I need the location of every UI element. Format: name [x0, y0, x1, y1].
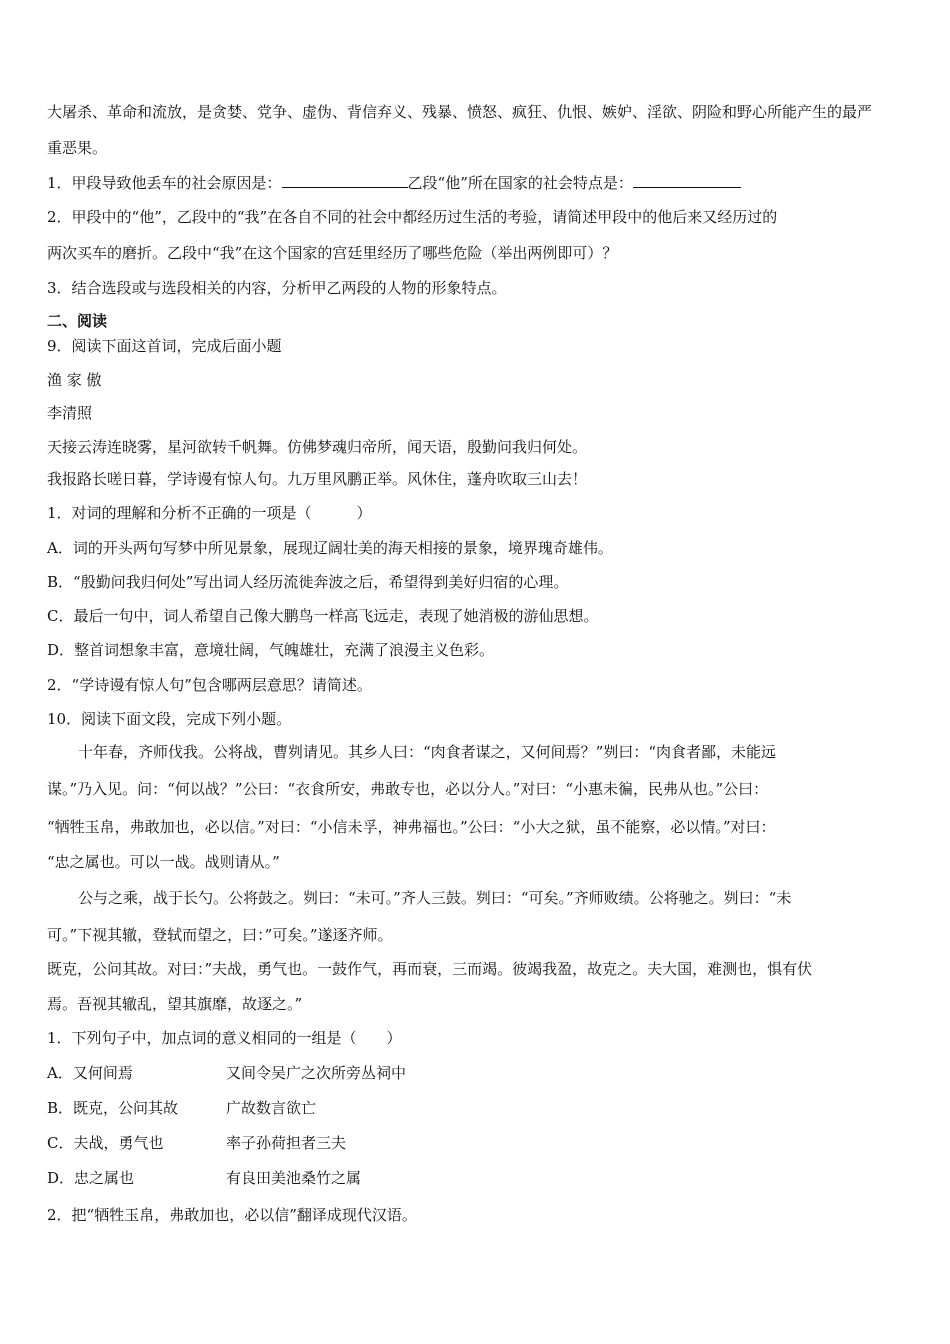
passage-line: 大屠杀、革命和流放，是贪婪、党争、虚伪、背信弃义、残暴、愤怒、疯狂、仇恨、嫉妒、淫欲、阴险和野心所能产生的最严	[47, 103, 873, 121]
option-right: 广故数言欲亡	[226, 1099, 317, 1117]
option-a	[47, 1063, 547, 1083]
question-9-1: 1．对词的理解和分析不正确的一项是（ ）	[47, 504, 372, 522]
passage-text: “忠之属也。可以一战。战则请从。”	[47, 853, 280, 871]
poem-title: 渔 家 傲	[47, 371, 102, 389]
option-right: 有良田美池桑竹之属	[226, 1169, 362, 1187]
option-a: A．词的开头两句写梦中所见景象，展现辽阔壮美的海天相接的景象，境界瑰奇雄伟。	[47, 539, 613, 557]
answer-blank-2[interactable]	[633, 173, 741, 188]
passage-text: 可。”下视其辙，登轼而望之，曰：”可矣。”遂逐齐师。	[47, 926, 393, 944]
question-8-3: 3．结合选段或与选段相关的内容，分析甲乙两段的人物的形象特点。	[47, 279, 507, 297]
question-10-1: 1．下列句子中，加点词的意义相同的一组是（ ）	[47, 1029, 402, 1047]
option-d	[47, 1168, 547, 1188]
question-10-2: 2．把“牺牲玉帛，弗敢加也，必以信”翻译成现代汉语。	[47, 1206, 417, 1224]
option-left: A．又何间焉	[47, 1064, 133, 1082]
passage-line: 重恶果。	[47, 139, 108, 157]
option-left: B．既克，公问其故	[47, 1099, 179, 1117]
option-left: C．夫战，勇气也	[47, 1134, 164, 1152]
question-8-2-cont: 两次买车的磨折。乙段中“我”在这个国家的宫廷里经历了哪些危险（举出两例即可）？	[47, 244, 618, 262]
question-9-title: 9．阅读下面这首词，完成后面小题	[47, 337, 282, 355]
section-heading: 二、阅读	[47, 312, 108, 330]
option-b	[47, 1098, 547, 1118]
answer-blank-1[interactable]	[282, 173, 408, 188]
question-8-1	[47, 173, 741, 193]
option-d: D．整首词想象丰富，意境壮阔，气魄雄壮，充满了浪漫主义色彩。	[47, 641, 495, 659]
question-9-2: 2．“学诗谩有惊人句”包含哪两层意思？请简述。	[47, 676, 372, 694]
question-8-2: 2．甲段中的“他”，乙段中的“我”在各自不同的社会中都经历过生活的考验，请简述甲段中的他后来又经历过的	[47, 208, 778, 226]
passage-text: 谋。”乃入见。问：“何以战？”公曰：“衣食所安，弗敢专也，必以分人。”对曰：“小惠未徧，民弗从也。”公曰：	[47, 780, 769, 798]
passage-text: 公与之乘，战于长勺。公将鼓之。刿曰：“未可。”齐人三鼓。刿曰：“可矣。”齐师败绩。公将驰之。刿曰：“未	[78, 889, 792, 907]
option-b: B．“殷勤问我归何处”写出词人经历流徙奔波之后，希望得到美好归宿的心理。	[47, 573, 569, 591]
passage-text: 十年春，齐师伐我。公将战，曹刿请见。其乡人曰：“肉食者谋之，又何间焉？”刿曰：“肉食者鄙，未能远	[78, 743, 777, 761]
option-c	[47, 1133, 547, 1153]
passage-text: 焉。吾视其辙乱，望其旗靡，故逐之。”	[47, 995, 303, 1013]
q1-text-b: 乙段“他”所在国家的社会特点是：	[407, 174, 633, 192]
passage-text: “牺牲玉帛，弗敢加也，必以信。”对曰：“小信未孚，神弗福也。”公曰：“小大之狱，虽不能察，必以情。”对曰：	[47, 818, 776, 836]
passage-text: 既克，公问其故。对曰：”夫战，勇气也。一鼓作气，再而衰，三而竭。彼竭我盈，故克之。夫大国，难测也，惧有伏	[47, 960, 813, 978]
poem-line: 天接云涛连晓雾，星河欲转千帆舞。仿佛梦魂归帝所，闻天语，殷勤问我归何处。	[47, 438, 588, 456]
option-right: 又间令吴广之次所旁丛祠中	[226, 1064, 407, 1082]
q1-text-a: 1．甲段导致他丢车的社会原因是：	[47, 174, 282, 192]
poem-author: 李清照	[47, 404, 93, 422]
option-right: 率子孙荷担者三夫	[226, 1134, 347, 1152]
poem-line: 我报路长嗟日暮，学诗谩有惊人句。九万里风鹏正举。风休住，蓬舟吹取三山去！	[47, 470, 588, 488]
question-10-title: 10．阅读下面文段，完成下列小题。	[47, 710, 292, 728]
option-left: D．忠之属也	[47, 1169, 135, 1187]
option-c: C．最后一句中，词人希望自己像大鹏鸟一样高飞远走，表现了她消极的游仙思想。	[47, 607, 599, 625]
